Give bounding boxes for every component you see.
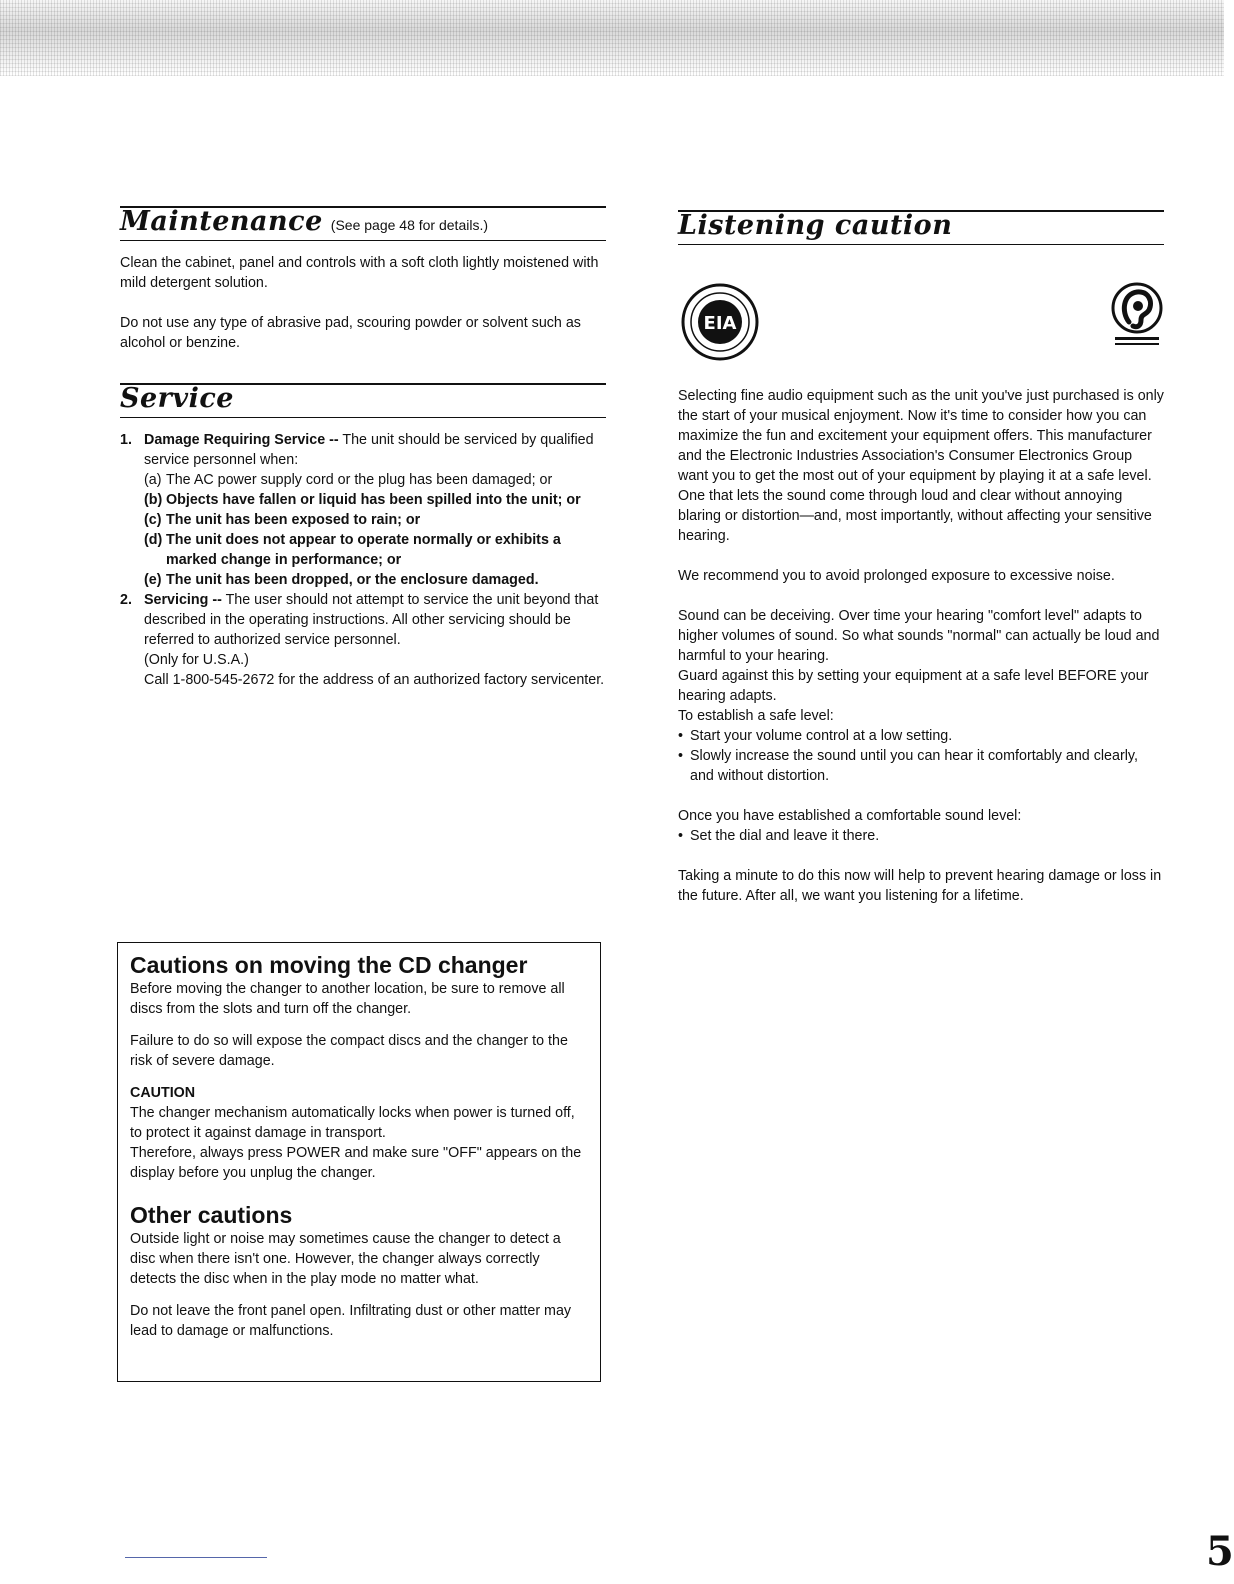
listening-paragraph-7: Taking a minute to do this now will help to prevent hearing damage or loss in the future. After all, we want you listening for a lifetime. <box>678 868 1162 904</box>
sub-item-c: (c) The unit has been exposed to rain; or <box>144 512 421 528</box>
item-heading: Servicing -- <box>144 592 222 608</box>
service-title: Service <box>120 383 234 414</box>
listening-paragraph-3: Sound can be deceiving. Over time your hearing "comfort level" adapts to higher volumes of sound. So what sounds "normal" can actually be loud and harmful to your hearing. <box>678 608 1160 664</box>
listening-paragraph-2: We recommend you to avoid prolonged exposure to excessive noise. <box>678 568 1115 584</box>
service-item-servicing <box>120 590 606 690</box>
listening-paragraph-1: Selecting fine audio equipment such as the unit you've just purchased is only the start of your musical enjoyment. Now it's time to consider how you can maximize the fun and excitement your equipment offers. This manufacturer and the Electronic Industries Association's Consumer Electronics Group want you to get the most out of your equipment by playing it at a safe level. One that lets the sound come through loud and clear without annoying blaring or distortion—and, most importantly, without affecting your sensitive hearing. <box>678 388 1164 544</box>
list-number: 1. <box>120 432 132 448</box>
cautions-moving-title: Cautions on moving the CD changer <box>130 952 528 978</box>
maintenance-paragraph-2: Do not use any type of abrasive pad, scouring powder or solvent such as alcohol or benzine. <box>120 315 581 351</box>
other-cautions-title: Other cautions <box>130 1202 293 1228</box>
caution-heading: CAUTION <box>130 1085 196 1101</box>
list-item: • Slowly increase the sound until you can hear it comfortably and clearly, and without distortion. <box>678 748 1138 784</box>
service-list <box>120 430 606 690</box>
left-column <box>120 206 606 690</box>
list-item: • Set the dial and leave it there. <box>678 828 880 844</box>
box-paragraph-2: Failure to do so will expose the compact discs and the changer to the risk of severe damage. <box>130 1033 568 1069</box>
listening-title: Listening caution <box>678 210 953 241</box>
box-paragraph-1: Before moving the changer to another location, be sure to remove all discs from the slots and turn off the changer. <box>130 981 565 1017</box>
listening-heading <box>678 210 1164 245</box>
item-text: The unit should be serviced by qualified service personnel when: <box>144 432 594 468</box>
usa-note: (Only for U.S.A.) <box>144 652 249 668</box>
sub-item-b: (b) Objects have fallen or liquid has been spilled into the unit; or <box>144 492 581 508</box>
box-paragraph-4: Therefore, always press POWER and make sure "OFF" appears on the display before you unplug the changer. <box>130 1145 582 1181</box>
maintenance-note: (See page 48 for details.) <box>330 217 489 233</box>
box-paragraph-6: Do not leave the front panel open. Infiltrating dust or other matter may lead to damage or malfunctions. <box>130 1303 572 1339</box>
cautions-box <box>117 942 601 1382</box>
call-text: Call 1-800-545-2672 for the address of an authorized factory servicenter. <box>144 672 605 688</box>
list-item: • Start your volume control at a low setting. <box>678 728 953 744</box>
footer-line <box>125 1557 267 1558</box>
item-heading: Damage Requiring Service -- <box>144 432 339 448</box>
box-paragraph-5: Outside light or noise may sometimes cause the changer to detect a disc when there isn't one. However, the changer always correctly detects the disc when in the play mode no matter what. <box>130 1231 561 1287</box>
item-text: The user should not attempt to service the unit beyond that described in the operating instructions. All other servicing should be referred to authorized service personnel. <box>144 592 599 648</box>
box-paragraph-3: The changer mechanism automatically locks when power is turned off, to protect it against damage in transport. <box>130 1105 575 1141</box>
page-number: 5 <box>1206 1528 1234 1575</box>
right-column <box>678 210 1164 245</box>
maintenance-heading <box>120 206 606 241</box>
sub-item-d: (d) The unit does not appear to operate normally or exhibits a marked change in performance; or <box>144 532 561 568</box>
list-number: 2. <box>120 592 132 608</box>
listening-paragraph-6: Once you have established a comfortable sound level: <box>678 808 1022 824</box>
maintenance-paragraph-1: Clean the cabinet, panel and controls with a soft cloth lightly moistened with mild detergent solution. <box>120 255 599 291</box>
listening-paragraph-5: To establish a safe level: <box>678 708 834 724</box>
eia-logo-text: EIA <box>703 313 737 334</box>
eia-seal-icon <box>680 282 760 362</box>
service-item-damage <box>120 430 606 590</box>
service-heading <box>120 383 606 418</box>
header-band <box>0 0 1224 76</box>
ear-hearing-icon <box>1111 282 1163 348</box>
sub-item-a: (a) The AC power supply cord or the plug has been damaged; or <box>144 472 553 488</box>
listening-paragraph-4: Guard against this by setting your equipment at a safe level BEFORE your hearing adapts. <box>678 668 1149 704</box>
maintenance-title: Maintenance <box>120 206 323 237</box>
listening-body <box>678 386 1164 906</box>
sub-item-e: (e) The unit has been dropped, or the enclosure damaged. <box>144 572 539 588</box>
